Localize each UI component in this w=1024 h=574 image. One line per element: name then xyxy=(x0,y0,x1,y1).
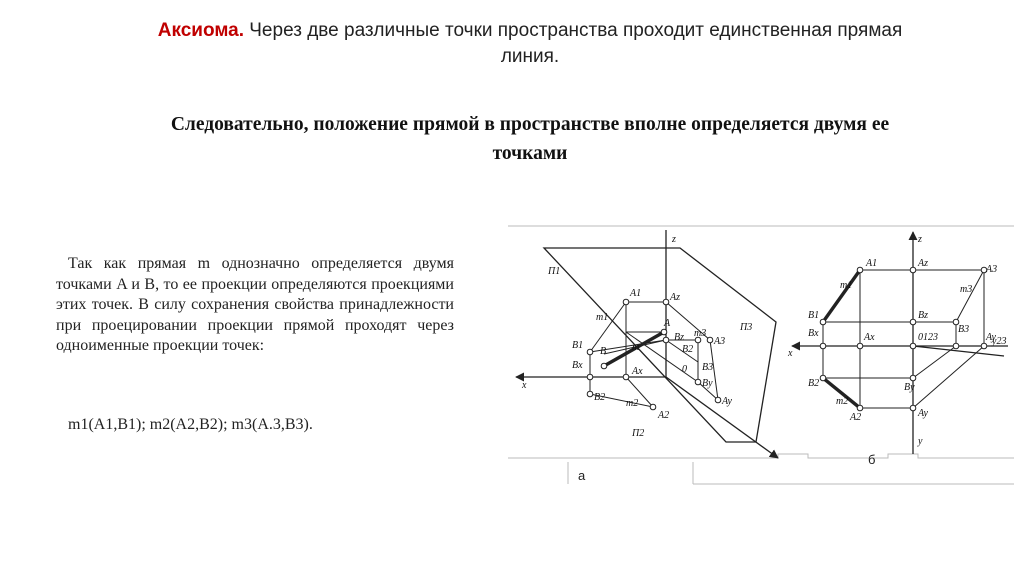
axiom-line1: Через две различные точки пространства проходит единственная прямая xyxy=(249,20,903,41)
conclusion-statement xyxy=(50,110,1010,168)
a-ax-label: Ax xyxy=(632,366,643,377)
conclusion-line2: точками xyxy=(492,143,568,164)
b-m2-label: m2 xyxy=(836,396,849,407)
explanation-paragraph: Так как прямая m однозначно определяется двумя точками A и B, то ее проекции определяются проекциями этих точек. В силу сохранения свойства принадлежности при проецировании проекции прямой проходят через одноименные проекции точек: xyxy=(56,255,454,354)
a-ay-label: Ay xyxy=(722,396,732,407)
b-ay-label: Ay xyxy=(986,332,996,343)
a-m3-label: m3 xyxy=(694,328,707,339)
a-a-label: A xyxy=(664,318,671,329)
a-b2b-label: B2 xyxy=(682,344,694,355)
axiom-keyword: Аксиома. xyxy=(157,20,244,41)
a-o-label: 0 xyxy=(682,364,687,375)
b-o123-label: 0123 xyxy=(918,332,938,343)
b-ax-label: Ax xyxy=(864,332,875,343)
b-a3-label: A3 xyxy=(986,264,998,275)
b-m3-label: m3 xyxy=(960,284,973,295)
b-a1-label: A1 xyxy=(866,258,878,269)
a-z-label: z xyxy=(672,234,676,245)
diagram-a-labels xyxy=(521,234,752,439)
a-p2-label: П2 xyxy=(632,428,645,439)
a-b-label: B xyxy=(600,346,607,357)
axiom-statement xyxy=(60,18,1000,70)
b-by-label: By xyxy=(904,382,915,393)
a-a3-label: A3 xyxy=(714,336,726,347)
axiom-line2: линия. xyxy=(500,46,560,67)
projection-formula: m1(A1,B1); m2(A2,B2); m3(A.3,B3). xyxy=(68,416,313,433)
b-a2-label: A2 xyxy=(850,412,862,423)
a-x-label: x xyxy=(522,380,527,391)
diagram-b-labels xyxy=(787,234,1006,447)
a-m1-label: m1 xyxy=(596,312,609,323)
a-a1-label: A1 xyxy=(630,288,642,299)
diagram-b xyxy=(792,232,1008,454)
a-bx-label: Bx xyxy=(572,360,583,371)
a-p3-label: П3 xyxy=(740,322,753,333)
projection-diagrams-svg xyxy=(508,222,1014,492)
caption-b: б xyxy=(868,452,876,467)
a-p1-label: П1 xyxy=(548,266,561,277)
b-bz-label: Bz xyxy=(918,310,928,321)
b-b2-label: B2 xyxy=(808,378,820,389)
conclusion-line1: Следовательно, положение прямой в пространстве вполне определяется двумя ее xyxy=(170,114,890,135)
a-b3-label: B3 xyxy=(702,362,714,373)
b-y-label: y xyxy=(918,436,923,447)
b-x-label: x xyxy=(788,348,793,359)
b-y23-label: y23 xyxy=(992,336,1007,347)
b-az-label: Az xyxy=(918,258,928,269)
b-bx-label: Bx xyxy=(808,328,819,339)
caption-a: а xyxy=(578,468,586,483)
b-b1-label: B1 xyxy=(808,310,820,321)
diagram-a xyxy=(516,230,778,458)
a-by-label: By xyxy=(702,378,713,389)
a-az-label: Az xyxy=(670,292,680,303)
b-ay2-label: Ay xyxy=(918,408,928,419)
b-z-label: z xyxy=(918,234,922,245)
a-a2-label: A2 xyxy=(658,410,670,421)
a-b2-label: B2 xyxy=(594,392,606,403)
b-b3-label: B3 xyxy=(958,324,970,335)
a-bz-label: Bz xyxy=(674,332,684,343)
projection-figure xyxy=(508,222,1014,492)
b-m1-label: m1 xyxy=(840,280,853,291)
a-m2-label: m2 xyxy=(626,398,639,409)
a-b1-label: B1 xyxy=(572,340,584,351)
a-m-label: m xyxy=(632,342,640,353)
